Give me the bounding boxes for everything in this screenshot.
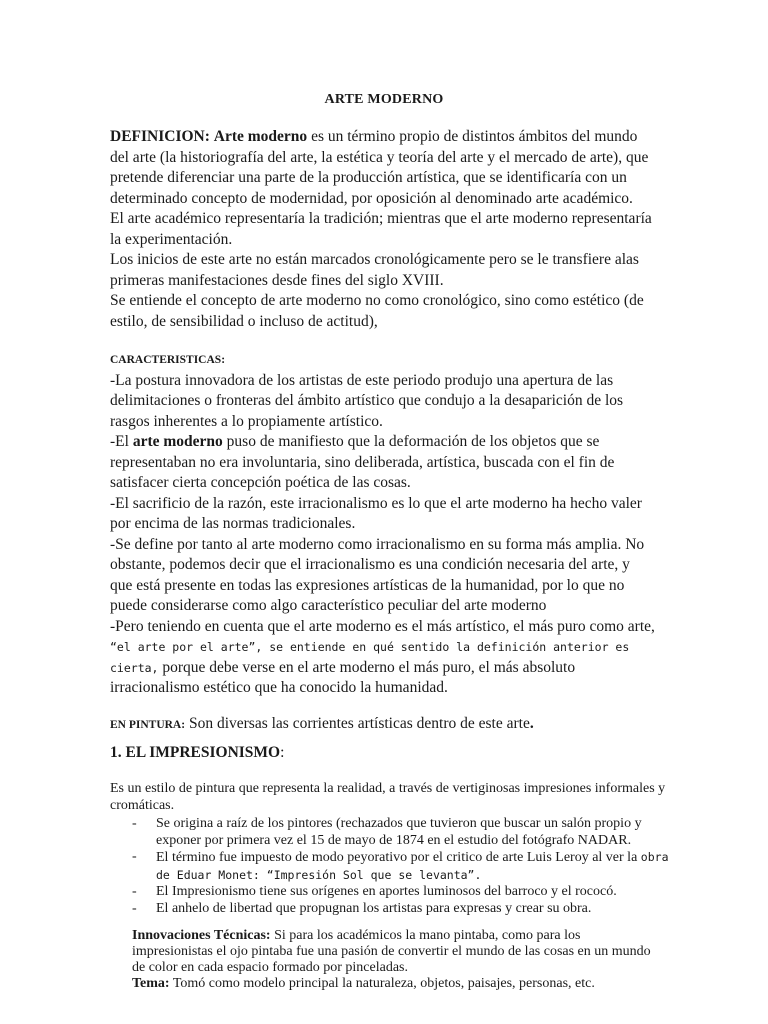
tema-text: Tomó como modelo principal la naturaleza, objetos, paisajes, personas, etc. bbox=[169, 976, 595, 991]
list-dash: - bbox=[132, 884, 137, 899]
en-pintura-text: Son diversas las corrientes artísticas dentro de este arte bbox=[185, 715, 530, 732]
caracteristicas-section bbox=[110, 350, 655, 699]
innovaciones-text: Si para los académicos la mano pintaba, como para los impresionistas el ojo pintaba fue una pasión de convertir el mundo de las cosas en un mundo de color en cada espacio formado por pinceladas. bbox=[132, 928, 651, 975]
impresionismo-heading-text: 1. EL IMPRESIONISMO bbox=[110, 744, 281, 761]
en-pintura-section bbox=[110, 714, 655, 736]
impresionismo-intro: Es un estilo de pintura que representa la realidad, a través de vertiginosas impresiones informales y cromáticas. bbox=[110, 781, 666, 813]
tema-paragraph bbox=[132, 976, 652, 992]
p2-rest: puso de manifiesto que la deformación de los objetos que se representaban no era involuntaria, sino deliberada, artística, buscada con el fin de satisfacer cierta concepción poética de las cosas. bbox=[110, 433, 615, 491]
p5-b: porque debe verse en el arte moderno el más puro, el más absoluto irracionalismo estético que ha conocido la humanidad. bbox=[110, 658, 576, 696]
definicion-text-4: Se entiende el concepto de arte moderno no como cronológico, sino como estético (de estilo, de sensibilidad o incluso de actitud), bbox=[110, 292, 644, 330]
list-item-text: El anhelo de libertad que propugnan los artistas para expresas y crear su obra. bbox=[156, 900, 592, 916]
innovaciones-paragraph bbox=[132, 928, 652, 976]
impresionismo-heading-colon: : bbox=[280, 744, 285, 761]
list-item bbox=[110, 884, 670, 901]
caracteristicas-paragraph-1: -La postura innovadora de los artistas de este periodo produjo una apertura de las delimitaciones o fronteras del ámbito artístico que condujo a la desaparición de los rasgos inherentes a lo propiamente artístico. bbox=[110, 371, 624, 430]
definicion-text-1: es un término propio de distintos ámbitos del mundo del arte (la historiografía del arte, la estética y teoría del arte y el mercado de arte), que pretende diferenciar una parte de la producción artística, que se identificaría con un determinado concepto de modernidad, por oposición al denominado arte académico. bbox=[110, 128, 649, 207]
list-dash: - bbox=[132, 816, 137, 831]
innovaciones-section bbox=[132, 928, 652, 992]
en-pintura-paragraph bbox=[110, 714, 655, 736]
caracteristicas-paragraph-5 bbox=[110, 617, 655, 699]
list-item-text: El Impresionismo tiene sus orígenes en aportes luminosos del barroco y el rococó. bbox=[156, 884, 617, 899]
caracteristicas-paragraph-4: -Se define por tanto al arte moderno como irracionalismo en su forma más amplia. No obstante, podemos decir que el irracionalismo es una condición necesaria del arte, y que está presente en todas las expresiones artísticas de la humanidad, por lo que no puede considerarse como algo característico peculiar del arte moderno bbox=[110, 535, 645, 614]
definicion-label: DEFINICION: bbox=[110, 128, 210, 145]
p5-quote: “el arte por el arte”, se entiende en qué sentido la definición anterior es cierta, bbox=[110, 640, 630, 675]
impresionismo-section bbox=[110, 781, 670, 917]
en-pintura-period: . bbox=[529, 715, 534, 732]
p5-a: -Pero teniendo en cuenta que el arte moderno es el más artístico, el más puro como arte, bbox=[110, 617, 655, 635]
p2-prefix: -El bbox=[110, 433, 133, 450]
definicion-text-2: El arte académico representaría la tradición; mientras que el arte moderno representaría la experimentación. bbox=[110, 210, 652, 248]
document-title: ARTE MODERNO bbox=[324, 92, 444, 107]
list-item-quote: obra de Eduar Monet: “Impresión Sol que se levanta”. bbox=[156, 850, 669, 882]
p2-term: arte moderno bbox=[132, 433, 223, 450]
impresionismo-heading bbox=[110, 744, 284, 762]
en-pintura-label: EN PINTURA: bbox=[110, 719, 186, 731]
caracteristicas-paragraph-2 bbox=[110, 432, 655, 494]
list-dash: - bbox=[132, 849, 137, 864]
tema-label: Tema: bbox=[132, 976, 170, 991]
list-item-text: Se origina a raíz de los pintores (rechazados que tuvieron que buscar un salón propio y exponer por primera vez el 15 de mayo de 1874 en el estudio del fotógrafo NADAR. bbox=[156, 816, 642, 848]
innovaciones-label: Innovaciones Técnicas: bbox=[132, 928, 271, 943]
list-item bbox=[110, 849, 670, 884]
impresionismo-list bbox=[110, 816, 670, 917]
list-item-text: El término fue impuesto de modo peyorativo por el critico de arte Luis Leroy al ver la bbox=[156, 850, 641, 865]
list-item bbox=[110, 901, 670, 918]
definicion-text-3: Los inicios de este arte no están marcados cronológicamente pero se le transfiere alas primeras manifestaciones desde fines del siglo XVIII. bbox=[110, 251, 639, 289]
list-item bbox=[110, 816, 670, 849]
list-dash: - bbox=[132, 900, 137, 916]
caracteristicas-paragraph-3: -El sacrificio de la razón, este irracionalismo es lo que el arte moderno ha hecho valer por encima de las normas tradicionales. bbox=[110, 494, 642, 532]
definicion-section bbox=[110, 127, 655, 332]
definicion-term: Arte moderno bbox=[213, 128, 308, 145]
definicion-paragraph bbox=[110, 127, 655, 209]
caracteristicas-label: CARACTERISTICAS: bbox=[110, 354, 226, 366]
